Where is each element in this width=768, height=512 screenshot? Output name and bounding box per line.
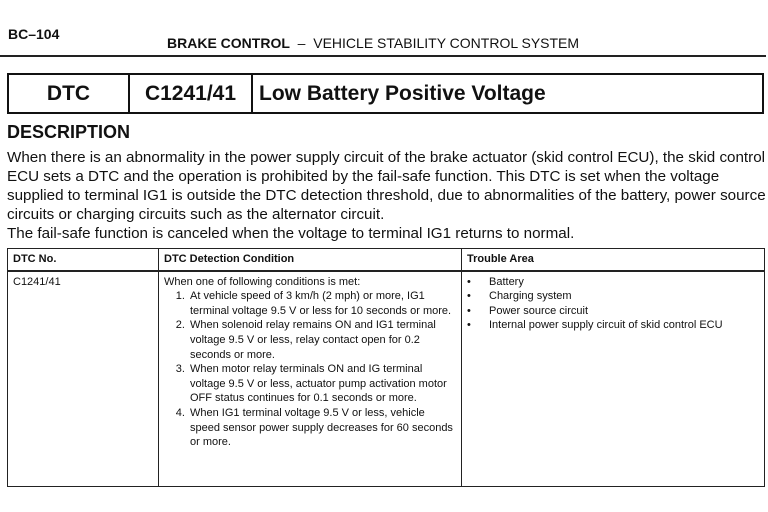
cell-detection-condition [159,271,462,487]
trouble-area-list [467,275,759,333]
dtc-code: C1241/41 [130,75,253,112]
dtc-title-box [7,73,764,114]
description-text [7,148,767,243]
trouble-area-item: • Power source circuit [467,304,759,319]
subsection-title: VEHICLE STABILITY CONTROL SYSTEM [313,35,580,51]
condition-item: 4. When IG1 terminal voltage 9.5 V or less, vehicle speed sensor power supply decreases for 60 seconds or more. [188,406,456,450]
page-number: BC–104 [8,26,60,42]
page-title [167,35,579,51]
trouble-area-item: • Charging system [467,289,759,304]
dtc-label: DTC [9,75,130,112]
condition-intro: When one of following conditions is met: [164,275,361,288]
title-separator: – [297,35,306,51]
header-trouble-area: Trouble Area [462,249,765,271]
description-paragraph: The fail-safe function is canceled when the voltage to terminal IG1 returns to normal. [7,225,575,242]
condition-item: 2. When solenoid relay remains ON and IG1 terminal voltage 9.5 V or less, relay contact open for 0.2 seconds or more. [188,318,456,362]
trouble-area-item: • Battery [467,275,759,290]
description-heading: DESCRIPTION [7,122,131,142]
header-rule [0,55,766,57]
header-detection-condition: DTC Detection Condition [159,249,462,271]
condition-list [164,289,456,450]
header-dtc-no: DTC No. [8,249,159,271]
dtc-name: Low Battery Positive Voltage [259,81,546,105]
dtc-table [7,248,765,487]
cell-dtc-no: C1241/41 [8,271,159,487]
condition-item: 3. When motor relay terminals ON and IG terminal voltage 9.5 V or less, actuator pump activation motor OFF status continues for 0.1 seconds or more. [188,362,456,406]
condition-item: 1. At vehicle speed of 3 km/h (2 mph) or more, IG1 terminal voltage 9.5 V or less for 10 seconds or more. [188,289,456,318]
cell-trouble-area [462,271,765,487]
table-row [8,271,765,487]
section-title: BRAKE CONTROL [167,35,290,51]
trouble-area-item: • Internal power supply circuit of skid control ECU [467,318,759,333]
table-header-row [8,249,765,271]
description-paragraph: When there is an abnormality in the power supply circuit of the brake actuator (skid control ECU), the skid control ECU sets a DTC and the operation is prohibited by the fail-safe function. This DTC is set when the voltage supplied to terminal IG1 is outside the DTC detection threshold, due to abnormalities of the battery, power source circuits or charging circuits such as the alternator circuit. [7,149,766,223]
